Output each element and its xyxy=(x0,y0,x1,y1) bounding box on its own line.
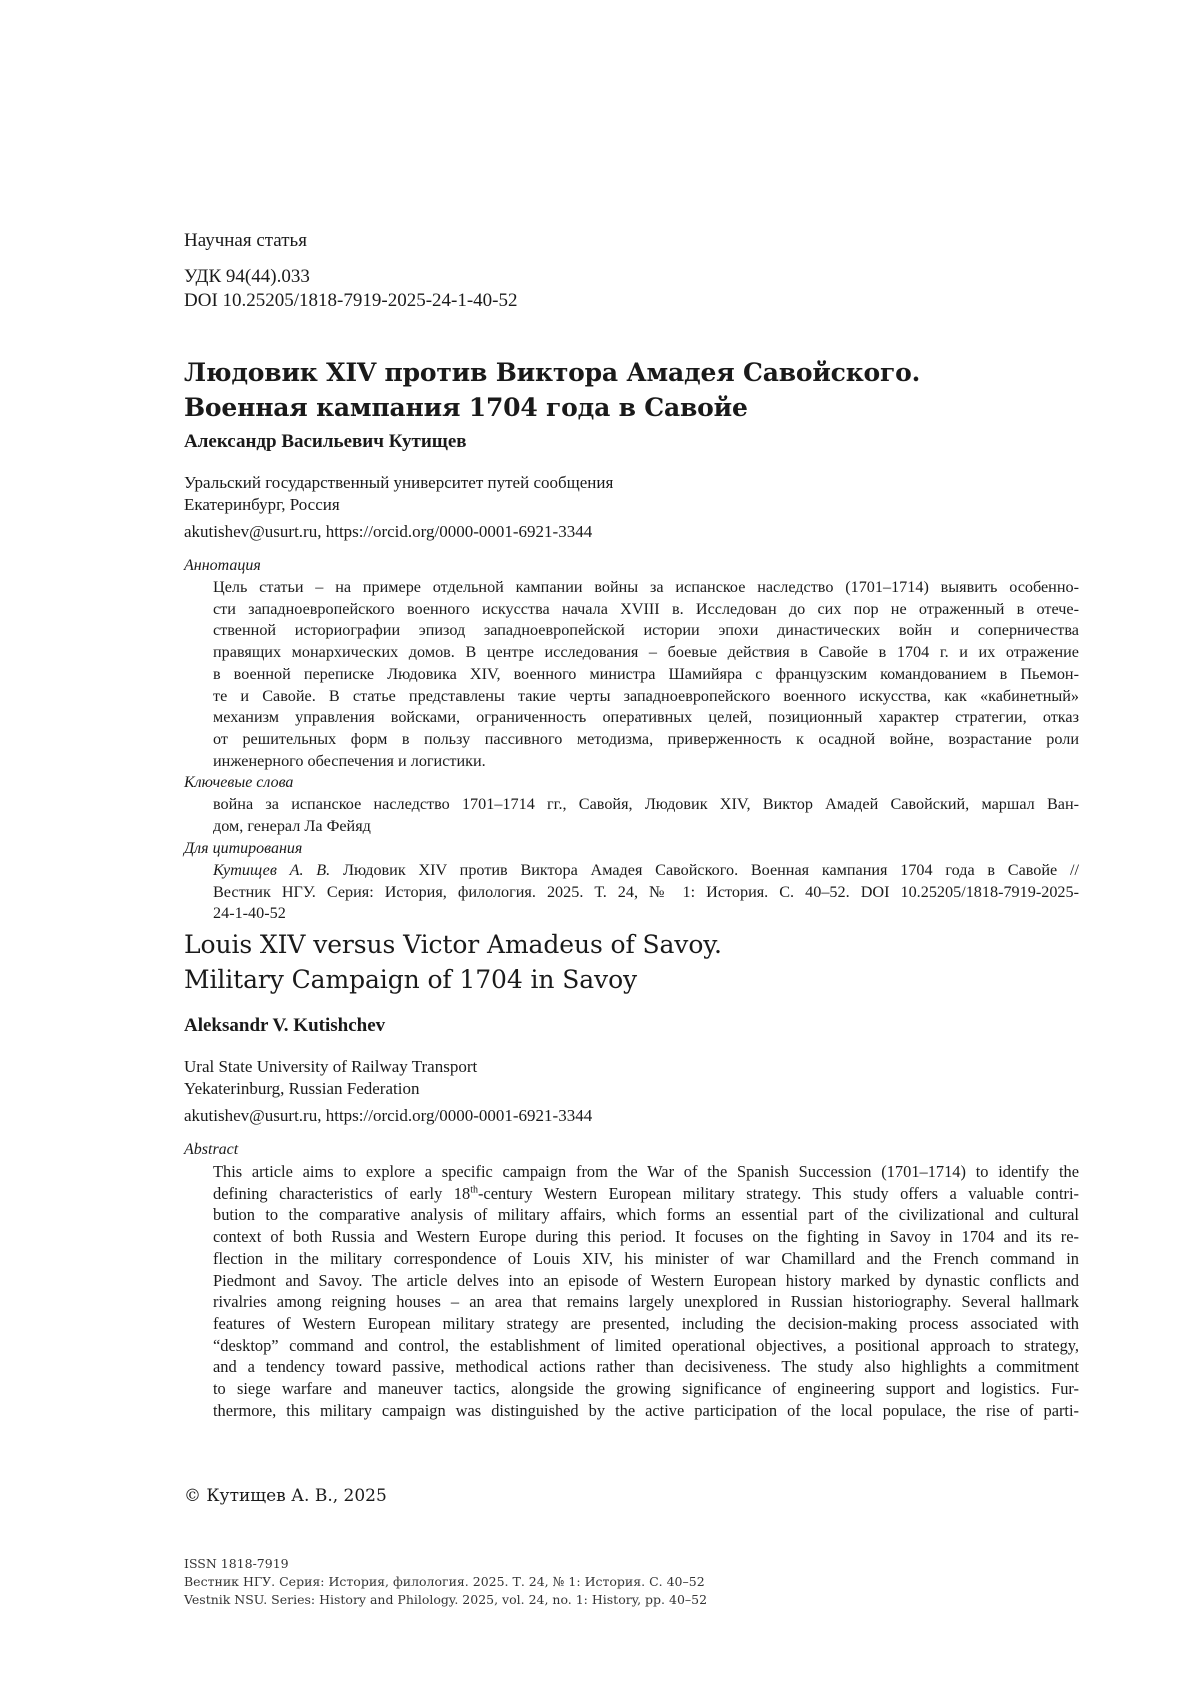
abstract-en-line: and a tendency toward passive, methodical actions rather than decisiveness. The study also highlights a commitment xyxy=(213,1356,1079,1378)
citation-author: Кутищев А. В. xyxy=(213,861,330,879)
keywords-ru xyxy=(213,794,1079,837)
citation-title: Людовик XIV против Виктора Амадея Савойского. Военная кампания 1704 года в Савойе // xyxy=(330,861,1079,879)
title-english xyxy=(184,927,722,997)
keywords-label-ru: Ключевые слова xyxy=(184,773,293,793)
title-ru-line1: Людовик XIV против Виктора Амадея Савойского. xyxy=(184,355,920,390)
title-en-line1: Louis XIV versus Victor Amadeus of Savoy. xyxy=(184,927,722,962)
article-first-page xyxy=(0,0,1200,1697)
abstract-ru-line: механизм управления войсками, ограниченность оперативных целей, позиционный характер стратегии, отказ xyxy=(213,707,1079,729)
title-ru-line2: Военная кампания 1704 года в Савойе xyxy=(184,390,920,425)
title-en-line2: Military Campaign of 1704 in Savoy xyxy=(184,962,722,997)
citation-ru-line xyxy=(213,860,1079,882)
footer-journal-en: Vestnik NSU. Series: History and Philology. 2025, vol. 24, no. 1: History, pp. 40–52 xyxy=(184,1591,707,1608)
abstract-en-line: bution to the comparative analysis of military affairs, which forms an essential part of the civilizational and cultural xyxy=(213,1204,1079,1226)
citation-ru-line: 24-1-40-52 xyxy=(213,903,1079,925)
doi: DOI 10.25205/1818-7919-2025-24-1-40-52 xyxy=(184,289,518,313)
affiliation-en: Ural State University of Railway Transport xyxy=(184,1056,477,1078)
contact-ru: akutishev@usurt.ru, https://orcid.org/0000-0001-6921-3344 xyxy=(184,521,592,543)
article-type: Научная статья xyxy=(184,229,307,253)
abstract-ru xyxy=(213,577,1079,772)
abstract-en-line: context of both Russia and Western Europe during this period. It focuses on the fighting in Savoy in 1704 and its re- xyxy=(213,1226,1079,1248)
abstract-en-line: thermore, this military campaign was distinguished by the active participation of the local populace, the rise of parti- xyxy=(213,1400,1079,1422)
location-ru: Екатеринбург, Россия xyxy=(184,494,340,516)
abstract-en-line: to siege warfare and maneuver tactics, alongside the growing significance of engineering support and logistics. Fur- xyxy=(213,1378,1079,1400)
footer-issn: ISSN 1818-7919 xyxy=(184,1555,289,1572)
udk-code: УДК 94(44).033 xyxy=(184,265,310,289)
abstract-en-line: Piedmont and Savoy. The article delves into an episode of Western European history marked by dynastic conflicts and xyxy=(213,1270,1079,1292)
keywords-ru-line: дом, генерал Ла Фейяд xyxy=(213,816,1079,838)
abstract-label-ru: Аннотация xyxy=(184,556,261,576)
citation-label-ru: Для цитирования xyxy=(184,839,302,859)
abstract-en-line: This article aims to explore a specific campaign from the War of the Spanish Succession (1701–1714) to identify the xyxy=(213,1161,1079,1183)
author-name-ru: Александр Васильевич Кутищев xyxy=(184,430,467,454)
abstract-label-en: Abstract xyxy=(184,1140,238,1160)
affiliation-ru: Уральский государственный университет путей сообщения xyxy=(184,472,613,494)
abstract-en-line: features of Western European military strategy are presented, including the decision-making process associated with xyxy=(213,1313,1079,1335)
author-name-en: Aleksandr V. Kutishchev xyxy=(184,1014,385,1038)
keywords-ru-line: война за испанское наследство 1701–1714 гг., Савойя, Людовик XIV, Виктор Амадей Савойский, маршал Ван- xyxy=(213,794,1079,816)
contact-en: akutishev@usurt.ru, https://orcid.org/0000-0001-6921-3344 xyxy=(184,1105,592,1127)
abstract-ru-line: сти западноевропейского военного искусства начала XVIII в. Исследован до сих пор не отраженный в отече- xyxy=(213,599,1079,621)
abstract-en-line: flection in the military correspondence of Louis XIV, his minister of war Chamillard and the French command in xyxy=(213,1248,1079,1270)
abstract-ru-line: от решительных форм в пользу пассивного методизма, приверженность к осадной войне, возрастание роли xyxy=(213,729,1079,751)
abstract-en-line: rivalries among reigning houses – an area that remains largely unexplored in Russian historiography. Several hallmark xyxy=(213,1291,1079,1313)
abstract-en xyxy=(213,1161,1079,1421)
abstract-ru-line: ственной историографии эпизод западноевропейской истории эпохи династических войн и соперничества xyxy=(213,620,1079,642)
citation-ru xyxy=(213,860,1079,925)
abstract-en-line: “desktop” command and control, the establishment of limited operational objectives, a positional approach to strategy, xyxy=(213,1335,1079,1357)
abstract-ru-line: Цель статьи – на примере отдельной кампании войны за испанское наследство (1701–1714) выявить особенно- xyxy=(213,577,1079,599)
abstract-ru-line: инженерного обеспечения и логистики. xyxy=(213,751,1079,773)
copyright: © Кутищев А. В., 2025 xyxy=(184,1485,387,1507)
title-russian xyxy=(184,355,920,425)
abstract-ru-line: правящих монархических домов. В центре исследования – боевые действия в Савойе в 1704 г. и их отражение xyxy=(213,642,1079,664)
footer-journal-ru: Вестник НГУ. Серия: История, филология. 2025. Т. 24, № 1: История. С. 40–52 xyxy=(184,1573,705,1590)
abstract-ru-line: те и Савойе. В статье представлены такие черты западноевропейского военного искусства, как «кабинетный» xyxy=(213,686,1079,708)
citation-ru-line: Вестник НГУ. Серия: История, филология. 2025. Т. 24, № 1: История. С. 40–52. DOI 10.25205/1818-7919-2025- xyxy=(213,882,1079,904)
abstract-en-line: defining characteristics of early 18th-century Western European military strategy. This study offers a valuable contri- xyxy=(213,1183,1079,1205)
abstract-ru-line: в военной переписке Людовика XIV, военного министра Шамийяра с французским командованием в Пьемон- xyxy=(213,664,1079,686)
location-en: Yekaterinburg, Russian Federation xyxy=(184,1078,419,1100)
